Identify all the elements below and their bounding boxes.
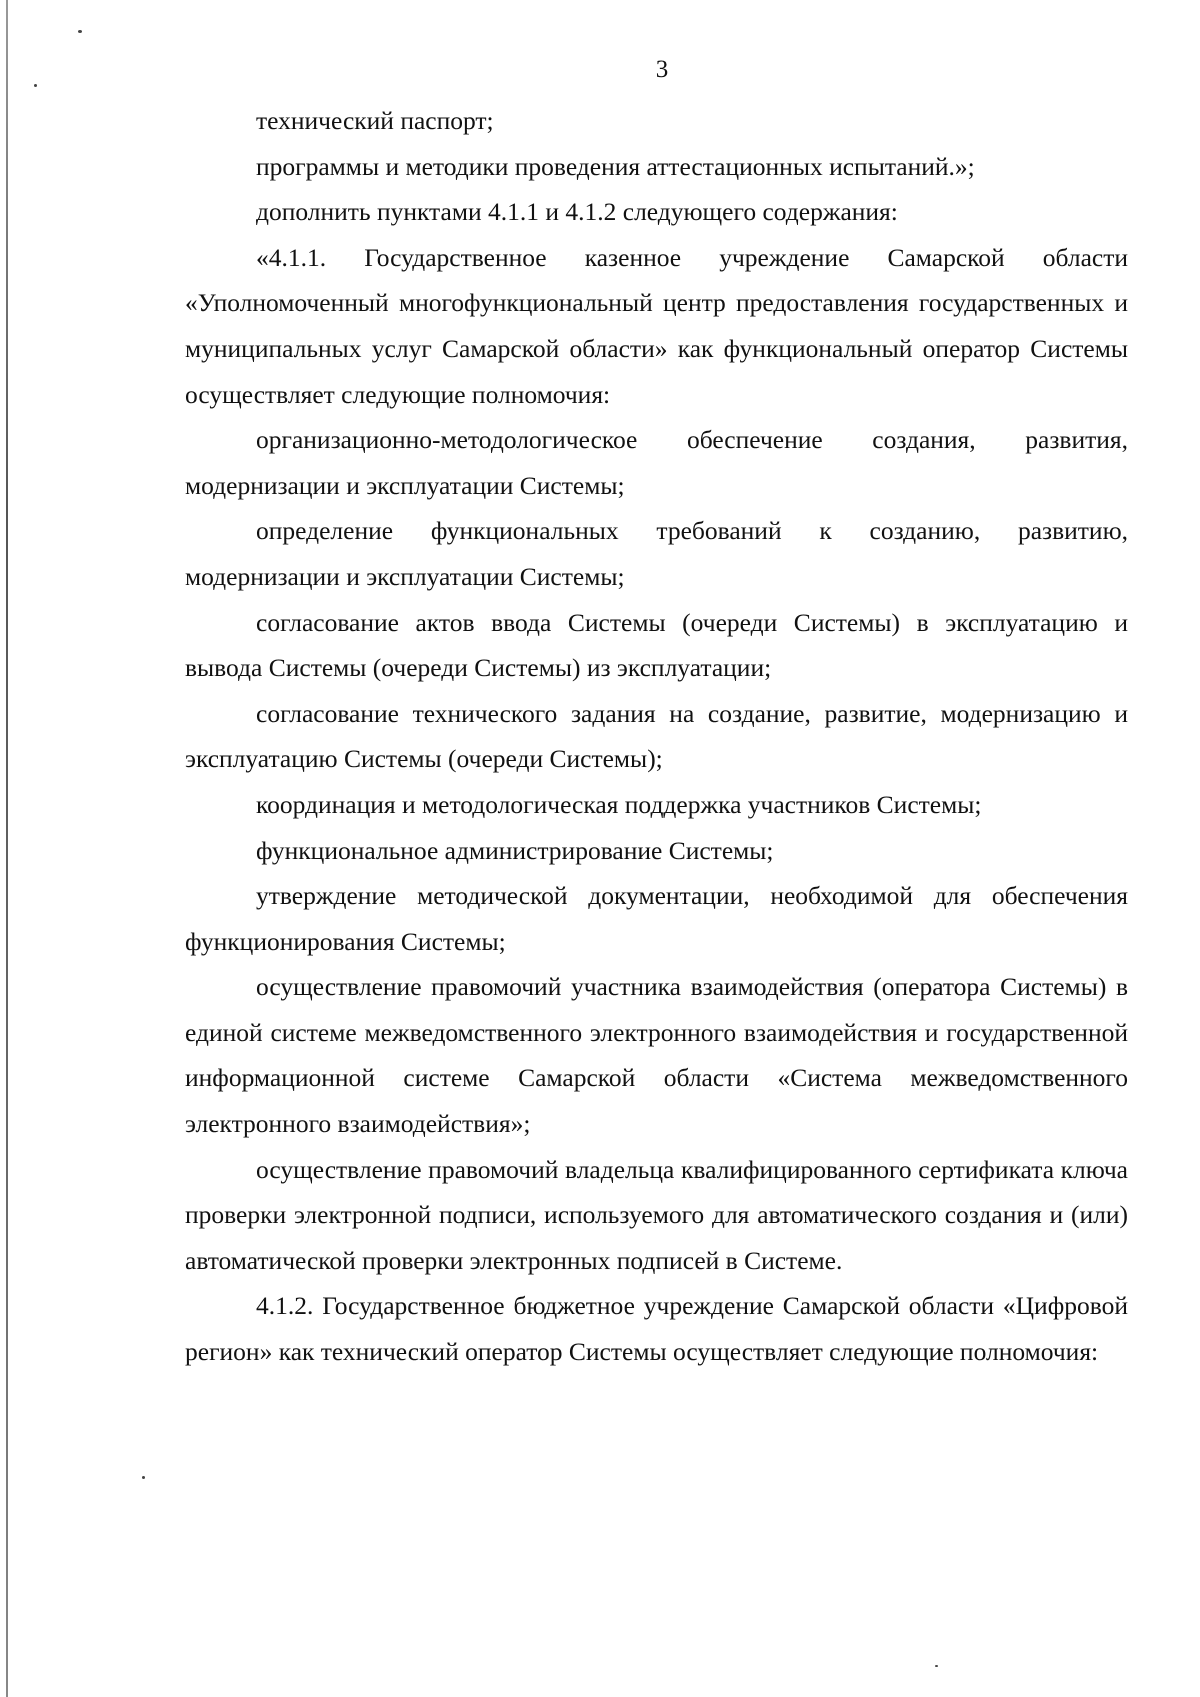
scan-speck: [78, 30, 82, 33]
scan-speck: [935, 1665, 938, 1667]
paragraph: программы и методики проведения аттестационных испытаний.»;: [256, 151, 975, 181]
paragraph: дополнить пунктами 4.1.1 и 4.1.2 следующего содержания:: [256, 197, 898, 227]
paragraph: согласование технического задания на создание, развитие, модернизацию и эксплуатацию Системы (очереди Системы);: [185, 698, 1128, 774]
scan-edge-line: [6, 0, 8, 1697]
paragraph: координация и методологическая поддержка участников Системы;: [256, 789, 982, 819]
paragraph: технический паспорт;: [256, 106, 494, 135]
scan-speck: [34, 84, 37, 87]
paragraph: «4.1.1. Государственное казенное учреждение Самарской области «Уполномоченный многофункциональный центр предоставления государственных и муниципальных услуг Самарской области» как функциональный оператор Системы осуществляет следующие полномочия:: [185, 242, 1128, 409]
paragraph: 4.1.2. Государственное бюджетное учреждение Самарской области «Цифровой регион» как технический оператор Системы осуществляет следующие полномочия:: [185, 1291, 1128, 1367]
paragraph: функциональное администрирование Системы;: [256, 835, 774, 865]
paragraph: организационно-методологическое обеспечение создания, развития, модернизации и эксплуатации Системы;: [185, 425, 1128, 500]
document-body: [185, 98, 1128, 1375]
scan-speck: [142, 1476, 145, 1479]
page-number: 3: [655, 56, 669, 83]
paragraph: согласование актов ввода Системы (очереди Системы) в эксплуатацию и вывода Системы (очереди Системы) из эксплуатации;: [185, 607, 1128, 683]
paragraph: осуществление правомочий владельца квалифицированного сертификата ключа проверки электронной подписи, используемого для автоматического создания и (или) автоматической проверки электронных подписей в Системе.: [185, 1154, 1128, 1275]
paragraph: утверждение методической документации, необходимой для обеспечения функционирования Системы;: [185, 881, 1128, 956]
paragraph: определение функциональных требований к созданию, развитию, модернизации и эксплуатации Системы;: [185, 516, 1128, 591]
paragraph: осуществление правомочий участника взаимодействия (оператора Системы) в единой системе межведомственного электронного взаимодействия и государственной информационной системе Самарской области «Система межведомственного электронного взаимодействия»;: [185, 972, 1128, 1139]
